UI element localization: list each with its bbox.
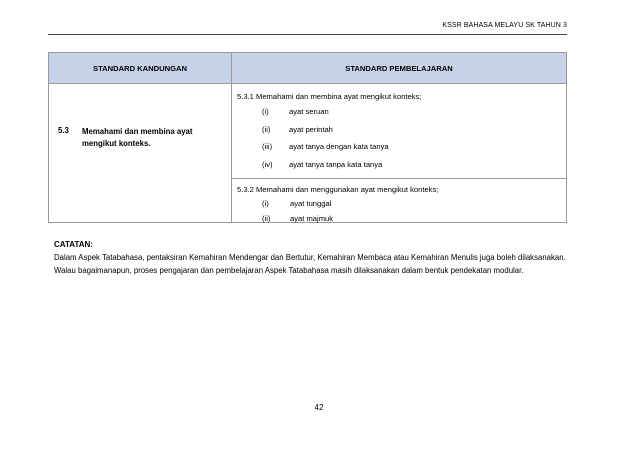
standards-table [48, 52, 567, 223]
block-heading: 5.3.2 Memahami dan menggunakan ayat mengikut konteks; [237, 185, 439, 194]
list-item-text: ayat tanya dengan kata tanya [289, 142, 389, 151]
list-item-number: (iv) [262, 160, 273, 169]
list-item-number: (ii) [262, 125, 271, 134]
list-item-number: (iii) [262, 142, 273, 151]
list-item-text: ayat tanya tanpa kata tanya [289, 160, 383, 169]
page-number: 42 [314, 403, 324, 412]
note-title: CATATAN: [54, 240, 93, 249]
table-header-row [49, 53, 566, 84]
pembelajaran-cell [232, 84, 566, 222]
block-heading: 5.3.1 Memahami dan membina ayat mengikut konteks; [237, 92, 422, 101]
kandungan-code: 5.3 [58, 126, 69, 135]
list-item-number: (i) [262, 107, 269, 116]
kandungan-cell [49, 84, 232, 222]
list-item-text: ayat seruan [289, 107, 329, 116]
list-item-number: (i) [262, 199, 269, 208]
list-item-text: ayat perintah [289, 125, 333, 134]
header-divider [48, 34, 567, 35]
table-body-row [49, 84, 566, 222]
note-body: Dalam Aspek Tatabahasa, pentaksiran Kemahiran Mendengar dan Bertutur, Kemahiran Membaca atau Kemahiran Menulis juga boleh dilaksanakan. Walau bagaimanapun, proses pengajaran dan pembelajaran Aspek Tatabahasa masih dilaksanakan dalam bentuk pendekatan modular. [54, 253, 566, 275]
document-header: KSSR BAHASA MELAYU SK TAHUN 3 [442, 22, 567, 29]
column-header-pembelajaran: STANDARD PEMBELAJARAN [345, 63, 453, 73]
column-header-kandungan: STANDARD KANDUNGAN [49, 53, 232, 83]
list-item-number: (ii) [262, 214, 271, 223]
kandungan-text: Memahami dan membina ayat mengikut konteks. [82, 127, 193, 148]
pembelajaran-block-5-3-1 [232, 84, 566, 179]
pembelajaran-block-5-3-2 [232, 179, 566, 222]
list-item-text: ayat tunggal [290, 199, 332, 208]
list-item-text: ayat majmuk [290, 214, 334, 223]
